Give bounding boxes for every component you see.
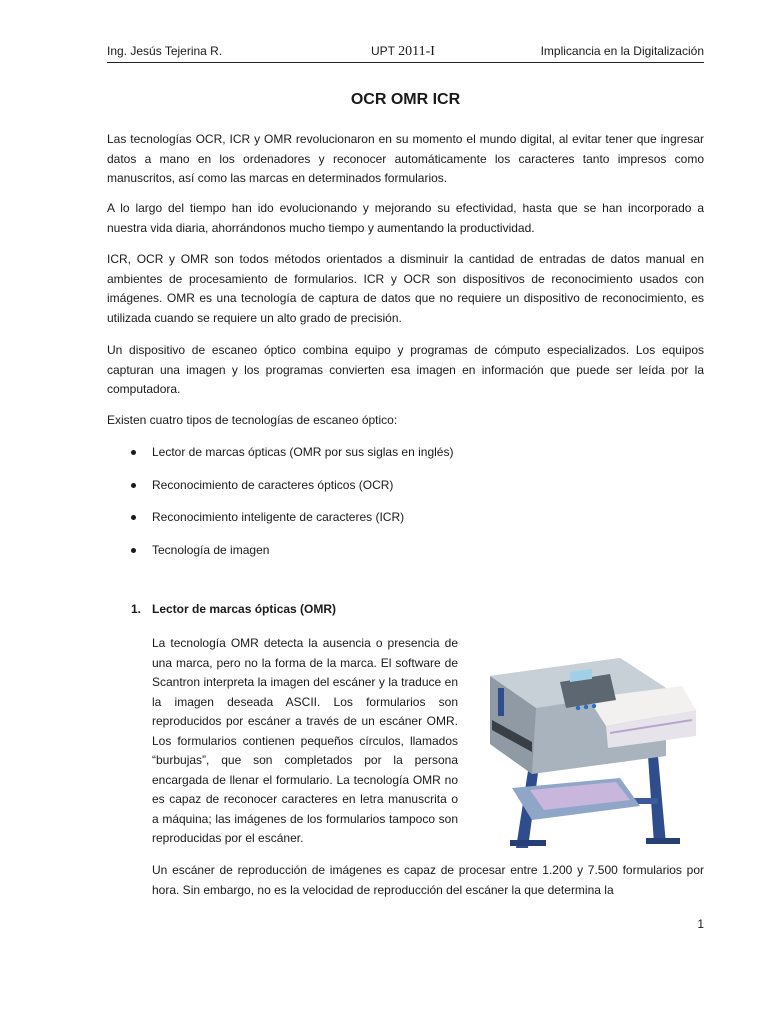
section-heading	[131, 602, 336, 616]
bullet-icon	[131, 450, 136, 455]
list-item	[107, 541, 704, 574]
list-item	[107, 443, 704, 476]
header-topic: Implicancia en la Digitalización	[540, 44, 704, 58]
page-header	[107, 44, 704, 63]
paragraph-evolution: A lo largo del tiempo han ido evolucionando y mejorando su efectividad, hasta que se han incorporado a nuestra vida diaria, ahorrándonos mucho tiempo y aumentando la productividad.	[107, 201, 704, 235]
header-course	[371, 44, 435, 60]
list-item-text: Reconocimiento inteligente de caracteres (ICR)	[152, 510, 405, 524]
section-title: Lector de marcas ópticas (OMR)	[152, 602, 337, 616]
header-course-year: 2011-I	[398, 44, 435, 59]
list-item-text: Tecnología de imagen	[152, 542, 270, 557]
document-title: OCR OMR ICR	[350, 91, 461, 108]
paragraph-omr-description: La tecnología OMR detecta la ausencia o presencia de una marca, pero no la forma de la marca. El software de Scantron interpreta la imagen del escáner y la traduce en la imagen deseada ASCII. Los formularios son reproducidos por escáner a través de un escáner OMR. Los formularios contienen pequeños círculos, llamados “burbujas”, que son completados por la persona encargada de llenar el formulario. La tecnología OMR no es capaz de reconocer caracteres en letra manuscrita o a máquina; las imágenes de los formularios tampoco son reproducidas por el escáner.	[152, 636, 458, 845]
bullet-icon	[131, 483, 136, 488]
paragraph-intro: Las tecnologías OCR, ICR y OMR revolucionaron en su momento el mundo digital, al evitar tener que ingresar datos a mano en los ordenadores y reconocer automáticamente los caracteres tanto impresos como manuscritos, así como las marcas en determinados formularios.	[107, 132, 704, 185]
paragraph-scanner-speed: Un escáner de reproducción de imágenes es capaz de procesar entre 1.200 y 7.500 formularios por hora. Sin embargo, no es la velocidad de reproducción del escáner la que determina la	[152, 863, 704, 897]
omr-scanner-photo	[470, 638, 700, 850]
bullet-icon	[131, 515, 136, 520]
paragraph-types-intro: Existen cuatro tipos de tecnologías de escaneo óptico:	[107, 413, 398, 427]
list-item	[107, 476, 704, 509]
paragraph-scanning-device: Un dispositivo de escaneo óptico combina equipo y programas de cómputo especializados. Los equipos capturan una imagen y los programas convierten esa imagen en información que puede ser leída por la computadora.	[107, 343, 704, 396]
paragraph-methods: ICR, OCR y OMR son todos métodos orientados a disminuir la cantidad de entradas de datos manual en ambientes de procesamiento de formularios. ICR y OCR son dispositivos de reconocimiento usados con imágenes. OMR es una tecnología de captura de datos que no requiere un dispositivo de reconocimiento, es utilizada cuando se requiere un alto grado de precisión.	[107, 252, 704, 325]
list-item	[107, 508, 704, 541]
technology-list	[107, 443, 704, 573]
list-item-text: Reconocimiento de caracteres ópticos (OCR)	[152, 477, 394, 492]
section-number: 1.	[131, 602, 142, 616]
header-course-prefix: UPT	[371, 44, 399, 58]
list-item-text: Lector de marcas ópticas (OMR por sus siglas en inglés)	[152, 445, 454, 459]
page-number: 1	[697, 917, 704, 931]
bullet-icon	[131, 548, 136, 553]
header-author: Ing. Jesús Tejerina R.	[107, 44, 223, 58]
